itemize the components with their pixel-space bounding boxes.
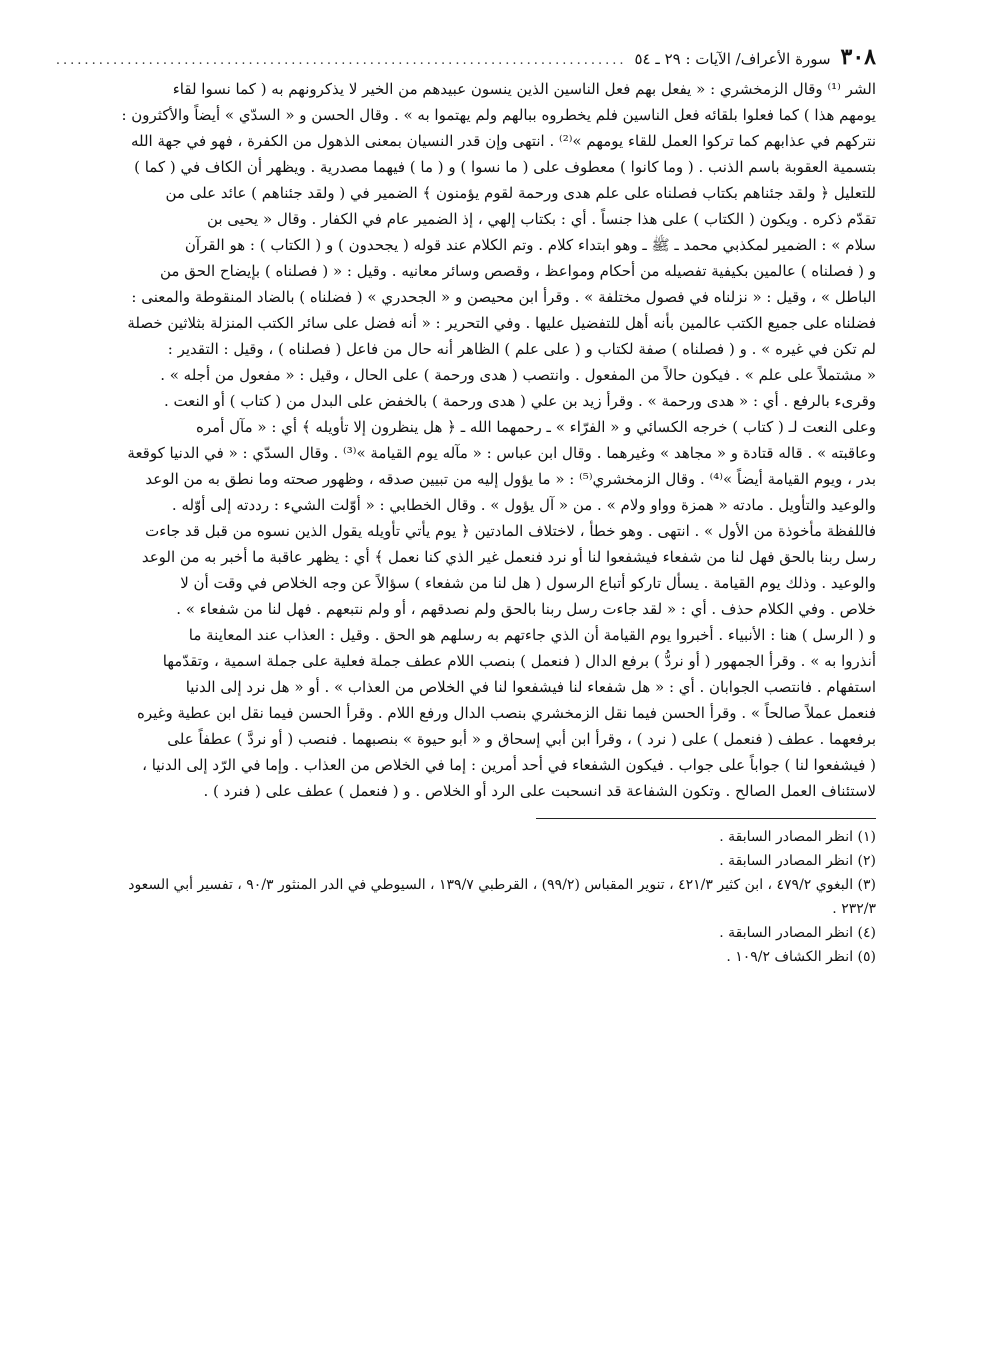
running-head	[34, 44, 876, 72]
text-line: للتعليل ﴿ ولقد جئناهم بكتاب فصلناه على علم هدى ورحمة لقوم يؤمنون ﴾ الضمير في ( ولقد جئناهم ) عائد على من	[165, 184, 876, 202]
body-text	[34, 76, 876, 804]
text-line: و ( فصلناه ) عالمين بكيفية تفصيله من أحكام ومواعظ ، وقصص وسائر معانيه . وقيل : « ( فصلناه ) بإيضاح الحق من	[159, 262, 876, 280]
text-line: يومهم هذا ) كما فعلوا بلقائه فعل الناسين فلم يخطروه ببالهم ولم يهتموا به » . وقال الحسن و « السدّي » أيضاً والأكثرون :	[121, 106, 876, 124]
footnote-2: (٢) انظر المصادر السابقة .	[719, 853, 876, 869]
text-line: وعلى النعت لـ ( كتاب ) خرجه الكسائي و « الفرّاء » ـ رحمهما الله ـ ﴿ هل ينظرون إلا تأويله ﴾ أي : « مآل أمره	[196, 418, 876, 436]
text-line: لم تكن في غيره » . و ( فصلناه ) صفة لكتاب و ( على علم ) الظاهر أنه حال من فاعل ( فصلناه ) ، وقيل : التقدير :	[167, 340, 876, 358]
text-line: استفهام . فانتصب الجوابان . أي : « هل شفعاء لنا فيشفعوا لنا في الخلاص من العذاب » . أو « هل نرد إلى الدنيا	[185, 678, 876, 696]
text-line: ( فيشفعوا لنا ) جواباً على جواب . فيكون الشفعاء في أحد أمرين : إما في الخلاص من العذاب . وإما في الرّد إلى الدنيا ،	[142, 756, 876, 774]
page-number: ٣٠٨	[840, 44, 876, 70]
text-line: وعاقبته » . قاله قتادة و « مجاهد » وغيرهما . وقال ابن عباس : « مآله يوم القيامة »⁽³⁾ . وقال السدّي : « في الدنيا كوقعة	[127, 444, 876, 462]
book-page	[34, 44, 876, 969]
text-line: وقرىء بالرفع . أي : « هدى ورحمة » . وقرأ زيد بن علي ( هدى ورحمة ) بالخفض على البدل من ( كتاب ) أو النعت .	[163, 392, 876, 410]
text-line: والوعيد والتأويل . مادته « همزة وواو ولام » . من « آل يؤول » . وقال الخطابي : « أوّلت الشيء : رددته إلى أوّله .	[171, 496, 876, 514]
text-line: فضلناه على جميع الكتب عالمين بأنه أهل للتفضيل عليها . وفي التحرير : « أنه فضل على سائر الكتب المنزلة بثلاثين خصلة	[127, 314, 876, 332]
text-line: بدر ، ويوم القيامة أيضاً »⁽⁴⁾ . وقال الزمخشري⁽⁵⁾ : « ما يؤول إليه من تبيين صدقه ، وظهور صحته وما نطق به من الوعد	[145, 470, 876, 488]
surah-title: سورة الأعراف/ الآيات : ٢٩ ـ ٥٤	[634, 50, 831, 68]
text-line: سلام » : الضمير لمكذبي محمد ـ ﷺ ـ وهو ابتداء كلام . وتم الكلام عند قوله ( يجحدون ) و ( الكتاب ) : هو القرآن	[184, 236, 876, 254]
footnote-1: (١) انظر المصادر السابقة .	[719, 829, 876, 845]
text-line: نتركهم في عذابهم كما تركوا العمل للقاء يومهم »⁽²⁾ . انتهى وإن قدر النسيان بمعنى الذهول من الكفرة ، فهو في جهة الله	[130, 132, 876, 150]
text-line: برفعهما . عطف ( فنعمل ) على ( نرد ) ، وقرأ ابن أبي إسحاق و « أبو حيوة » بنصبهما . فنصب ( أو نردَّ ) عطفاً على	[167, 730, 876, 748]
text-line: و ( الرسل ) هنا : الأنبياء . أخبروا يوم القيامة أن الذي جاءتهم به رسلهم هو الحق . وقيل : العذاب عند المعاينة ما	[188, 626, 876, 644]
text-line: أنذروا به » . وقرأ الجمهور ( أو نردُّ ) برفع الدال ( فنعمل ) بنصب اللام عطف جملة فعلية على جملة اسمية ، وتقدّمها	[162, 652, 876, 670]
text-line: رسل ربنا بالحق فهل لنا من شفعاء فيشفعوا لنا أو نرد فنعمل غير الذي كنا نعمل ﴾ أي : يظهر عاقبة ما أخبر به من الوعد	[141, 548, 876, 566]
footnotes	[34, 825, 876, 969]
text-line: بتسمية العقوبة باسم الذنب . ( وما كانوا ) معطوف على ( ما نسوا ) و ( ما ) فيهما مصدرية . ويظهر أن الكاف في ( كما )	[134, 158, 876, 176]
text-line: فاللفظة مأخوذة من الأول » . انتهى . وهو خطأ ، لاختلاف المادتين ﴿ يوم يأتي تأويله يقول الذين نسوه من قبل قد جاءت	[145, 522, 876, 540]
text-line: خلاص . وفي الكلام حذف . أي : « لقد جاءت رسل ربنا بالحق ولم نصدقهم ، أو ولم نتبعهم . فهل لنا من شفعاء » .	[176, 600, 876, 618]
text-line: الباطل » ، وقيل : « نزلناه في فصول مختلفة » . وقرأ ابن محيصن و « الجحدري » ( فضلناه ) بالضاد المنقوطة والمعنى :	[131, 288, 876, 306]
footnote-3-continued: ٢٣٢/٣ .	[832, 901, 876, 917]
text-line: والوعيد . وذلك يوم القيامة . يسأل تاركو أتباع الرسول ( هل لنا من شفعاء ) سؤالاً عن وجه الخلاص في وقت أن لا	[180, 574, 876, 592]
text-line: لاستئناف العمل الصالح . وتكون الشفاعة قد انسحبت على الرد أو الخلاص . و ( فنعمل ) عطف على ( فنرد ) .	[203, 782, 876, 800]
text-line: فنعمل عملاً صالحاً » . وقرأ الحسن فيما نقل الزمخشري بنصب الدال ورفع اللام . وقرأ الحسن فيما نقل ابن عطية وغيره	[137, 704, 876, 722]
footnote-5: (٥) انظر الكشاف ١٠٩/٢ .	[726, 949, 876, 965]
header-dots: ................................................................................	[55, 53, 627, 68]
text-line: تقدّم ذكره . ويكون ( الكتاب ) على هذا جنساً . أي : بكتاب إلهي ، إذ الضمير عام في الكفار . وقال « يحيى بن	[206, 210, 876, 228]
footnote-4: (٤) انظر المصادر السابقة .	[719, 925, 876, 941]
text-line: الشر ⁽¹⁾ وقال الزمخشري : « يفعل بهم فعل الناسين الذين ينسون عبيدهم من الخير لا يذكرونهم به ( كما نسوا لقاء	[172, 80, 876, 98]
footnote-divider	[536, 818, 876, 819]
text-line: « مشتملاً على علم » . فيكون حالاً من المفعول . وانتصب ( هدى ورحمة ) على الحال ، وقيل : « مفعول من أجله » .	[160, 366, 876, 384]
footnote-3: (٣) البغوي ٤٧٩/٢ ، ابن كثير ٤٢١/٣ ، تنوير المقباس (٩٩/٢) ، القرطبي ١٣٩/٧ ، السيوطي في الدر المنثور ٩٠/٣ ، تفسير أبي السعود	[128, 877, 876, 893]
